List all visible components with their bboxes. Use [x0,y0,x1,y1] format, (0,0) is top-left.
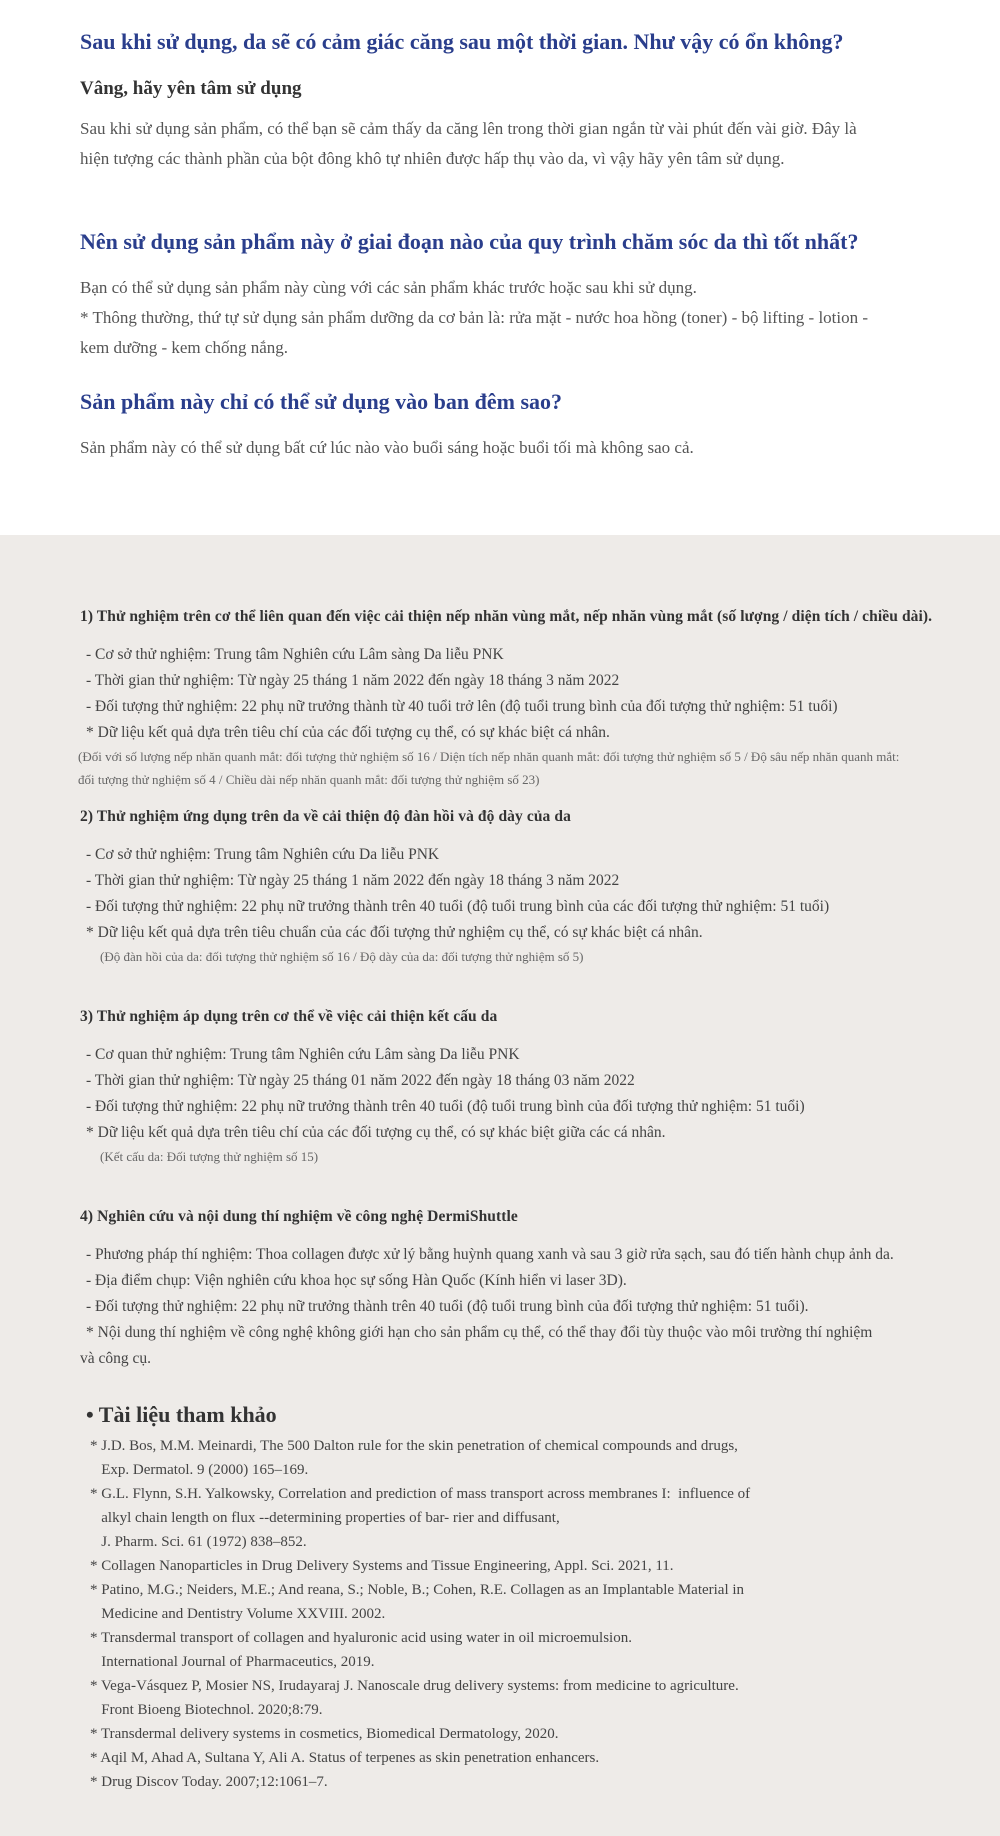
test-2-item: - Đối tượng thử nghiệm: 22 phụ nữ trưởng thành trên 40 tuổi (độ tuổi trung bình của các đối tượng thử nghiệm: 51 tuổi) [86,898,830,915]
reference-line: * Transdermal transport of collagen and hyaluronic acid using water in oil microemulsion. [90,1630,632,1646]
reference-line: * Aqil M, Ahad A, Sultana Y, Ali A. Status of terpenes as skin penetration enhancers. [90,1750,600,1766]
faq-answer-1 [80,114,940,174]
test-2-item: - Thời gian thử nghiệm: Từ ngày 25 tháng 1 năm 2022 đến ngày 18 tháng 3 năm 2022 [86,872,620,889]
test-1-title: 1) Thử nghiệm trên cơ thể liên quan đến việc cải thiện nếp nhăn vùng mắt, nếp nhăn vùng mắt (số lượng / diện tích / chiều dài). [80,608,933,625]
faq-question-2: Nên sử dụng sản phẩm này ở giai đoạn nào của quy trình chăm sóc da thì tốt nhất? [80,229,859,254]
test-4-note: và công cụ. [80,1350,152,1367]
reference-line: Medicine and Dentistry Volume XXVIII. 2002. [90,1606,386,1622]
reference-line: Exp. Dermatol. 9 (2000) 165–169. [90,1462,309,1478]
test-1-item: - Đối tượng thử nghiệm: 22 phụ nữ trưởng thành từ 40 tuổi trở lên (độ tuổi trung bình của đối tượng thử nghiệm: 51 tuổi) [86,698,838,715]
test-4-item: - Địa điểm chụp: Viện nghiên cứu khoa học sự sống Hàn Quốc (Kính hiển vi laser 3D). [86,1272,627,1289]
reference-line: Front Bioeng Biotechnol. 2020;8:79. [90,1702,323,1718]
faq-answer-line: Sau khi sử dụng sản phẩm, có thể bạn sẽ cảm thấy da căng lên trong thời gian ngắn từ vài phút đến vài giờ. Đây là [80,119,857,138]
test-2-title: 2) Thử nghiệm ứng dụng trên da về cải thiện độ đàn hồi và độ dày của da [80,808,571,825]
references-title: • Tài liệu tham khảo [86,1402,277,1427]
test-1-note: (Đối với số lượng nếp nhăn quanh mắt: đối tượng thử nghiệm số 16 / Diện tích nếp nhăn quanh mắt: đối tượng thử nghiệm số 5 / Độ sâu nếp nhăn quanh mắt: [78,749,900,764]
test-3-item: - Cơ quan thử nghiệm: Trung tâm Nghiên cứu Lâm sàng Da liễu PNK [86,1046,520,1063]
faq-answer-line: hiện tượng các thành phần của bột đông khô tự nhiên được hấp thụ vào da, vì vậy hãy yên tâm sử dụng. [80,149,785,168]
faq-question-1: Sau khi sử dụng, da sẽ có cảm giác căng sau một thời gian. Như vậy có ổn không? [80,29,844,54]
faq-answer-line: kem dưỡng - kem chống nắng. [80,338,288,357]
test-4-title: 4) Nghiên cứu và nội dung thí nghiệm về công nghệ DermiShuttle [80,1208,518,1225]
test-2-item: * Dữ liệu kết quả dựa trên tiêu chuẩn của các đối tượng thử nghiệm cụ thể, có sự khác biệt cá nhân. [86,924,703,941]
reference-line: * J.D. Bos, M.M. Meinardi, The 500 Dalton rule for the skin penetration of chemical compounds and drugs, [90,1438,738,1454]
reference-line: * Patino, M.G.; Neiders, M.E.; And reana, S.; Noble, B.; Cohen, R.E. Collagen as an Implantable Material in [90,1582,745,1598]
test-3-title: 3) Thử nghiệm áp dụng trên cơ thể về việc cải thiện kết cấu da [80,1008,498,1025]
faq-answer-line: Sản phẩm này có thể sử dụng bất cứ lúc nào vào buổi sáng hoặc buổi tối mà không sao cả. [80,438,694,457]
test-3-item: - Đối tượng thử nghiệm: 22 phụ nữ trưởng thành trên 40 tuổi (độ tuổi trung bình của đối tượng thử nghiệm: 51 tuổi) [86,1098,805,1115]
test-4-note: * Nội dung thí nghiệm về công nghệ không giới hạn cho sản phẩm cụ thể, có thể thay đổi tùy thuộc vào môi trường thí nghiệm [86,1324,873,1341]
faq-answer-3 [80,433,940,463]
test-1-note: đối tượng thử nghiệm số 4 / Chiều dài nếp nhăn quanh mắt: đối tượng thử nghiệm số 23) [78,772,540,787]
test-2-item: - Cơ sở thử nghiệm: Trung tâm Nghiên cứu Da liễu PNK [86,846,440,863]
faq-answer-2 [80,273,940,363]
test-3-item: * Dữ liệu kết quả dựa trên tiêu chí của các đối tượng cụ thể, có sự khác biệt giữa các cá nhân. [86,1124,666,1141]
reference-line: * Transdermal delivery systems in cosmetics, Biomedical Dermatology, 2020. [90,1726,559,1742]
reference-line: * Drug Discov Today. 2007;12:1061–7. [90,1774,328,1790]
reference-line: J. Pharm. Sci. 61 (1972) 838–852. [90,1534,307,1550]
test-3-item: - Thời gian thử nghiệm: Từ ngày 25 tháng 01 năm 2022 đến ngày 18 tháng 03 năm 2022 [86,1072,635,1089]
test-3-note: (Kết cấu da: Đối tượng thử nghiệm số 15) [100,1149,319,1164]
reference-line: International Journal of Pharmaceutics, 2019. [90,1654,375,1670]
test-1-item: - Cơ sở thử nghiệm: Trung tâm Nghiên cứu Lâm sàng Da liễu PNK [86,646,504,663]
faq-answer-line: * Thông thường, thứ tự sử dụng sản phẩm dưỡng da cơ bản là: rửa mặt - nước hoa hồng (toner) - bộ lifting - lotion - [80,308,869,327]
reference-line: * G.L. Flynn, S.H. Yalkowsky, Correlation and prediction of mass transport across membranes I: influence of [90,1486,751,1502]
reference-line: * Collagen Nanoparticles in Drug Delivery Systems and Tissue Engineering, Appl. Sci. 2021, 11. [90,1558,674,1574]
reference-line: alkyl chain length on flux --determining properties of bar- rier and diffusant, [90,1510,560,1526]
test-1-item: * Dữ liệu kết quả dựa trên tiêu chí của các đối tượng cụ thể, có sự khác biệt cá nhân. [86,724,610,741]
faq-answer-heading-1: Vâng, hãy yên tâm sử dụng [80,78,302,99]
reference-line: * Vega-Vásquez P, Mosier NS, Irudayaraj J. Nanoscale drug delivery systems: from medicine to agriculture. [90,1678,739,1694]
faq-question-3: Sản phẩm này chỉ có thể sử dụng vào ban đêm sao? [80,389,563,414]
test-4-item: - Phương pháp thí nghiệm: Thoa collagen được xử lý bằng huỳnh quang xanh và sau 3 giờ rửa sạch, sau đó tiến hành chụp ảnh da. [86,1246,894,1263]
test-1-item: - Thời gian thử nghiệm: Từ ngày 25 tháng 1 năm 2022 đến ngày 18 tháng 3 năm 2022 [86,672,620,689]
test-4-item: - Đối tượng thử nghiệm: 22 phụ nữ trưởng thành trên 40 tuổi (độ tuổi trung bình của đối tượng thử nghiệm: 51 tuổi). [86,1298,809,1315]
faq-answer-line: Bạn có thể sử dụng sản phẩm này cùng với các sản phẩm khác trước hoặc sau khi sử dụng. [80,278,697,297]
test-2-note: (Độ đàn hồi của da: đối tượng thử nghiệm số 16 / Độ dày của da: đối tượng thử nghiệm số 5) [100,949,584,964]
